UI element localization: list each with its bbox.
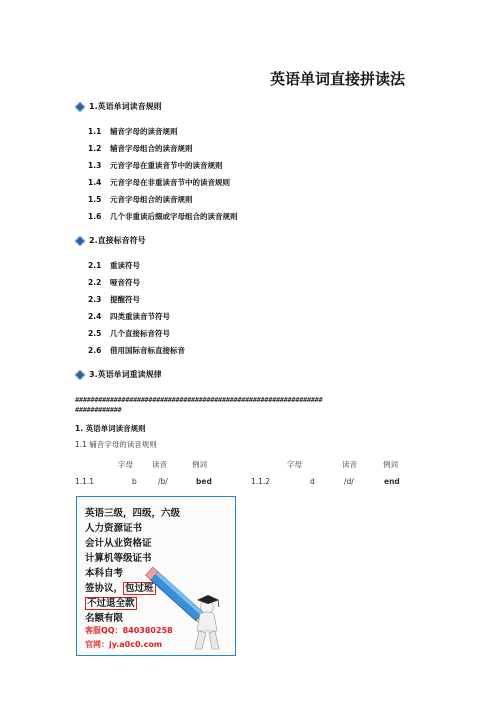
table-cell: end (384, 477, 400, 486)
table-header-cell: 例词 (383, 460, 398, 469)
ad-highlight-box: 不过退全款 (87, 598, 135, 609)
advertisement-box[interactable] (76, 496, 236, 656)
table-header-cell: 例词 (192, 460, 207, 469)
ad-line: 计算机等级证书 (85, 553, 152, 564)
table-header-cell: 读音 (152, 460, 167, 469)
table-cell: /d/ (344, 477, 354, 486)
table-cell: bed (196, 477, 212, 486)
table-header-cell: 字母 (118, 460, 133, 469)
toc-item[interactable]: 1.2 辅音字母组合的读音规则 (88, 144, 193, 153)
ad-line: 本科自考 (85, 568, 124, 579)
toc-item[interactable]: 1.4 元音字母在非重读音节中的读音规则 (88, 178, 230, 187)
toc-item[interactable]: 1.3 元音字母在重读音节中的读音规则 (88, 161, 223, 170)
hash-separator-line2: ############ (75, 406, 122, 414)
table-cell: b (132, 477, 137, 486)
toc-item[interactable]: 2.6 借用国际音标直接标音 (88, 346, 185, 355)
section-label: 1.英语单词读音规则 (89, 102, 162, 111)
table-cell: d (310, 477, 315, 486)
table-cell: 1.1.1 (75, 477, 95, 486)
toc-item[interactable]: 2.1 重读符号 (88, 261, 140, 270)
toc-item[interactable]: 2.5 几个直接标音符号 (88, 329, 170, 338)
diamond-bullet-icon (75, 370, 84, 379)
table-cell: /b/ (158, 477, 168, 486)
diamond-bullet-icon (75, 236, 84, 245)
ad-website-link[interactable]: 官网：jy.a0c0.com (85, 640, 163, 649)
section-heading-1[interactable] (75, 101, 162, 112)
body-heading: 1. 英语单词读音规则 (75, 424, 146, 433)
body-subheading: 1.1 辅音字母的读音规则 (75, 440, 157, 449)
ad-qq-contact[interactable]: 客服QQ：840380258 (85, 626, 173, 635)
toc-item[interactable]: 1.5 元音字母组合的读音规则 (88, 195, 193, 204)
ad-line-refund (85, 595, 137, 609)
document-title: 英语单词直接拼读法 (270, 70, 406, 88)
toc-item[interactable]: 2.2 哑音符号 (88, 278, 140, 287)
toc-item[interactable]: 1.6 几个非重读后缀或字母组合的读音规则 (88, 212, 238, 221)
ad-highlight-box: 包过班 (125, 583, 154, 594)
ad-line: 会计从业资格证 (85, 538, 152, 549)
toc-item[interactable]: 2.3 提醒符号 (88, 295, 140, 304)
toc-item[interactable]: 1.1 辅音字母的读音规则 (88, 127, 178, 136)
pencil-graduate-illustration-icon (137, 567, 233, 653)
table-header-cell: 字母 (287, 460, 302, 469)
table-header-cell: 读音 (342, 460, 357, 469)
table-cell: 1.1.2 (251, 477, 271, 486)
section-heading-2[interactable] (75, 235, 146, 246)
ad-line: 人力资源证书 (85, 523, 143, 534)
hash-separator-line1: ################################################################ (75, 396, 323, 404)
section-label: 3.英语单词重读规律 (89, 370, 162, 379)
diamond-bullet-icon (75, 102, 84, 111)
ad-line: 英语三级，四级，六级 (85, 508, 181, 519)
section-heading-3[interactable] (75, 369, 162, 380)
section-label: 2.直接标音符号 (89, 236, 146, 245)
ad-line-prefix: 签协议， (85, 583, 124, 594)
ad-line: 名额有限 (85, 613, 124, 624)
toc-item[interactable]: 2.4 四类重读音节符号 (88, 312, 170, 321)
